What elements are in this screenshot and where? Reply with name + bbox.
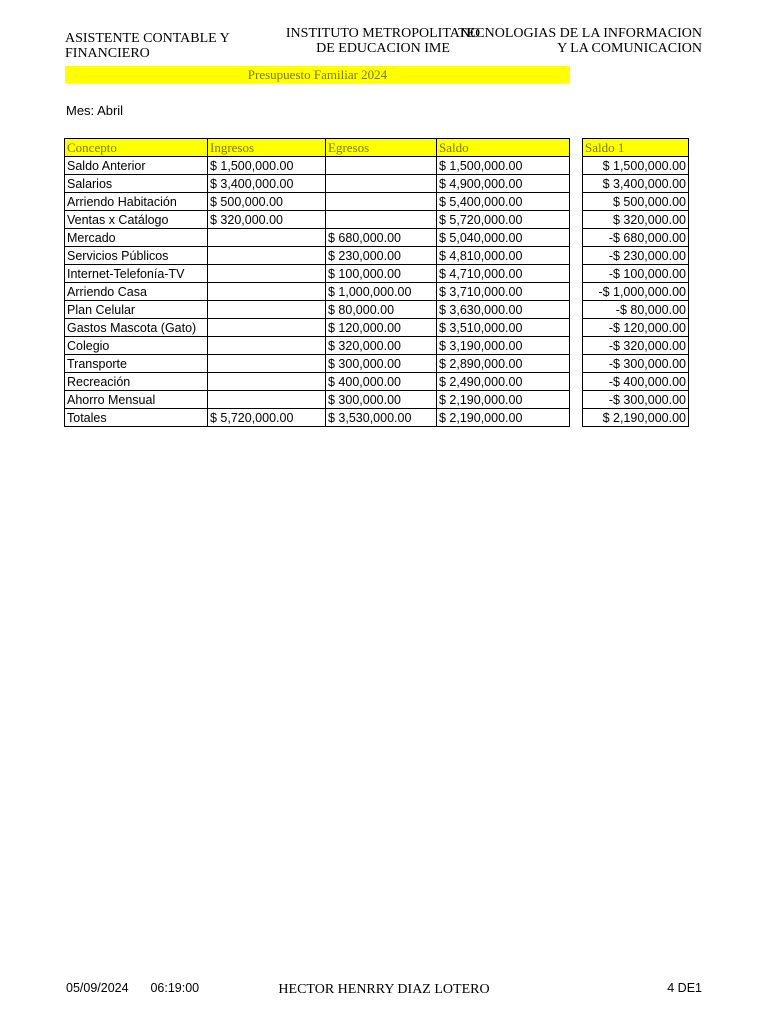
table-cell: $ 3,530,000.00: [326, 409, 437, 427]
footer-date: 05/09/2024: [66, 981, 129, 995]
table-cell: $ 120,000.00: [326, 319, 437, 337]
footer-time: 06:19:00: [150, 981, 200, 995]
table-cell: $ 4,810,000.00: [437, 247, 570, 265]
table-cell: $ 230,000.00: [326, 247, 437, 265]
table-cell: $ 2,190,000.00: [437, 391, 570, 409]
saldo1-cell: -$ 300,000.00: [583, 391, 689, 409]
header-mid-line2: DE EDUCACION IME: [316, 41, 450, 56]
table-cell: [208, 229, 326, 247]
table-cell: Arriendo Habitación: [65, 193, 208, 211]
table-cell: Ahorro Mensual: [65, 391, 208, 409]
table-cell: $ 5,400,000.00: [437, 193, 570, 211]
table-cell: [326, 175, 437, 193]
table-cell: $ 5,720,000.00: [437, 211, 570, 229]
table-row: [65, 175, 570, 193]
table-cell: [208, 337, 326, 355]
saldo1-table: [582, 138, 689, 427]
table-cell: [208, 301, 326, 319]
table-cell: $ 300,000.00: [326, 355, 437, 373]
header-left-line1: ASISTENTE CONTABLE Y: [65, 31, 230, 46]
table-row: [65, 265, 570, 283]
table-cell: $ 3,710,000.00: [437, 283, 570, 301]
table-cell: $ 2,190,000.00: [437, 409, 570, 427]
table-cell: $ 400,000.00: [326, 373, 437, 391]
header-right: [450, 26, 702, 56]
saldo1-cell: -$ 120,000.00: [583, 319, 689, 337]
saldo1-cell: -$ 100,000.00: [583, 265, 689, 283]
table-cell: Plan Celular: [65, 301, 208, 319]
saldo1-cell: -$ 320,000.00: [583, 337, 689, 355]
header-right-line1: TECNOLOGIAS DE LA INFORMACION: [458, 26, 702, 41]
table-cell: Internet-Telefonía-TV: [65, 265, 208, 283]
table-cell: $ 300,000.00: [326, 391, 437, 409]
table-header-row: [65, 139, 570, 157]
saldo1-cell: $ 320,000.00: [583, 211, 689, 229]
table-cell: Ventas x Catálogo: [65, 211, 208, 229]
table-cell: Recreación: [65, 373, 208, 391]
footer-datetime: [66, 981, 199, 995]
table-cell: $ 320,000.00: [208, 211, 326, 229]
table-cell: [326, 211, 437, 229]
saldo1-row: [583, 409, 689, 427]
table-cell: $ 4,900,000.00: [437, 175, 570, 193]
saldo1-cell: -$ 400,000.00: [583, 373, 689, 391]
table-cell: Salarios: [65, 175, 208, 193]
table-cell: $ 3,190,000.00: [437, 337, 570, 355]
table-row: [65, 301, 570, 319]
saldo1-row: [583, 157, 689, 175]
table-cell: Colegio: [65, 337, 208, 355]
budget-title: Presupuesto Familiar 2024: [65, 66, 570, 83]
table-row: [65, 409, 570, 427]
table-row: [65, 193, 570, 211]
table-cell: $ 1,500,000.00: [437, 157, 570, 175]
table-cell: [208, 283, 326, 301]
table-cell: $ 1,500,000.00: [208, 157, 326, 175]
table-row: [65, 247, 570, 265]
table-cell: [208, 355, 326, 373]
saldo1-cell: $ 2,190,000.00: [583, 409, 689, 427]
saldo1-cell: -$ 80,000.00: [583, 301, 689, 319]
saldo1-cell: $ 3,400,000.00: [583, 175, 689, 193]
saldo1-row: [583, 265, 689, 283]
table-cell: [208, 265, 326, 283]
saldo1-header: Saldo 1: [583, 139, 689, 157]
table-cell: [326, 157, 437, 175]
table-cell: Transporte: [65, 355, 208, 373]
saldo1-row: [583, 373, 689, 391]
saldo1-row: [583, 229, 689, 247]
table-row: [65, 355, 570, 373]
saldo1-cell: $ 500,000.00: [583, 193, 689, 211]
saldo1-row: [583, 391, 689, 409]
table-cell: Saldo Anterior: [65, 157, 208, 175]
table-cell: Arriendo Casa: [65, 283, 208, 301]
header-right-line2: Y LA COMUNICACION: [557, 41, 702, 56]
table-row: [65, 373, 570, 391]
table-cell: [208, 319, 326, 337]
month-label: Mes: Abril: [66, 103, 124, 118]
saldo1-row: [583, 301, 689, 319]
table-cell: Totales: [65, 409, 208, 427]
saldo1-row: [583, 247, 689, 265]
table-cell: $ 2,890,000.00: [437, 355, 570, 373]
saldo1-row: [583, 193, 689, 211]
table-cell: [208, 247, 326, 265]
table-cell: $ 680,000.00: [326, 229, 437, 247]
footer-author: HECTOR HENRRY DIAZ LOTERO: [278, 982, 490, 997]
table-cell: Gastos Mascota (Gato): [65, 319, 208, 337]
saldo1-row: [583, 355, 689, 373]
saldo1-row: [583, 319, 689, 337]
saldo1-cell: -$ 230,000.00: [583, 247, 689, 265]
saldo1-row: [583, 175, 689, 193]
table-row: [65, 319, 570, 337]
header-mid-line1: INSTITUTO METROPOLITANO: [285, 26, 481, 41]
header-left-line2: FINANCIERO: [65, 46, 150, 61]
table-row: [65, 283, 570, 301]
footer-page-number: 4 DE1: [667, 981, 702, 995]
budget-table: [64, 138, 570, 427]
table-cell: $ 80,000.00: [326, 301, 437, 319]
table-cell: $ 3,510,000.00: [437, 319, 570, 337]
table-cell: Mercado: [65, 229, 208, 247]
table-cell: $ 100,000.00: [326, 265, 437, 283]
table-cell: Servicios Públicos: [65, 247, 208, 265]
table-cell: $ 5,040,000.00: [437, 229, 570, 247]
table-row: [65, 229, 570, 247]
table-cell: $ 3,400,000.00: [208, 175, 326, 193]
saldo1-cell: $ 1,500,000.00: [583, 157, 689, 175]
saldo1-header-row: [583, 139, 689, 157]
saldo1-row: [583, 211, 689, 229]
table-row: [65, 157, 570, 175]
saldo1-row: [583, 283, 689, 301]
column-header: Concepto: [65, 139, 208, 157]
table-cell: [208, 373, 326, 391]
table-cell: $ 500,000.00: [208, 193, 326, 211]
table-row: [65, 391, 570, 409]
table-cell: $ 320,000.00: [326, 337, 437, 355]
column-header: Egresos: [326, 139, 437, 157]
table-cell: [208, 391, 326, 409]
column-header: Saldo: [437, 139, 570, 157]
table-cell: $ 4,710,000.00: [437, 265, 570, 283]
header-left: [65, 31, 265, 61]
saldo1-row: [583, 337, 689, 355]
table-cell: [326, 193, 437, 211]
table-cell: $ 1,000,000.00: [326, 283, 437, 301]
saldo1-cell: -$ 300,000.00: [583, 355, 689, 373]
table-row: [65, 337, 570, 355]
saldo1-cell: -$ 1,000,000.00: [583, 283, 689, 301]
table-cell: $ 5,720,000.00: [208, 409, 326, 427]
table-cell: $ 3,630,000.00: [437, 301, 570, 319]
saldo1-cell: -$ 680,000.00: [583, 229, 689, 247]
table-row: [65, 211, 570, 229]
column-header: Ingresos: [208, 139, 326, 157]
table-cell: $ 2,490,000.00: [437, 373, 570, 391]
